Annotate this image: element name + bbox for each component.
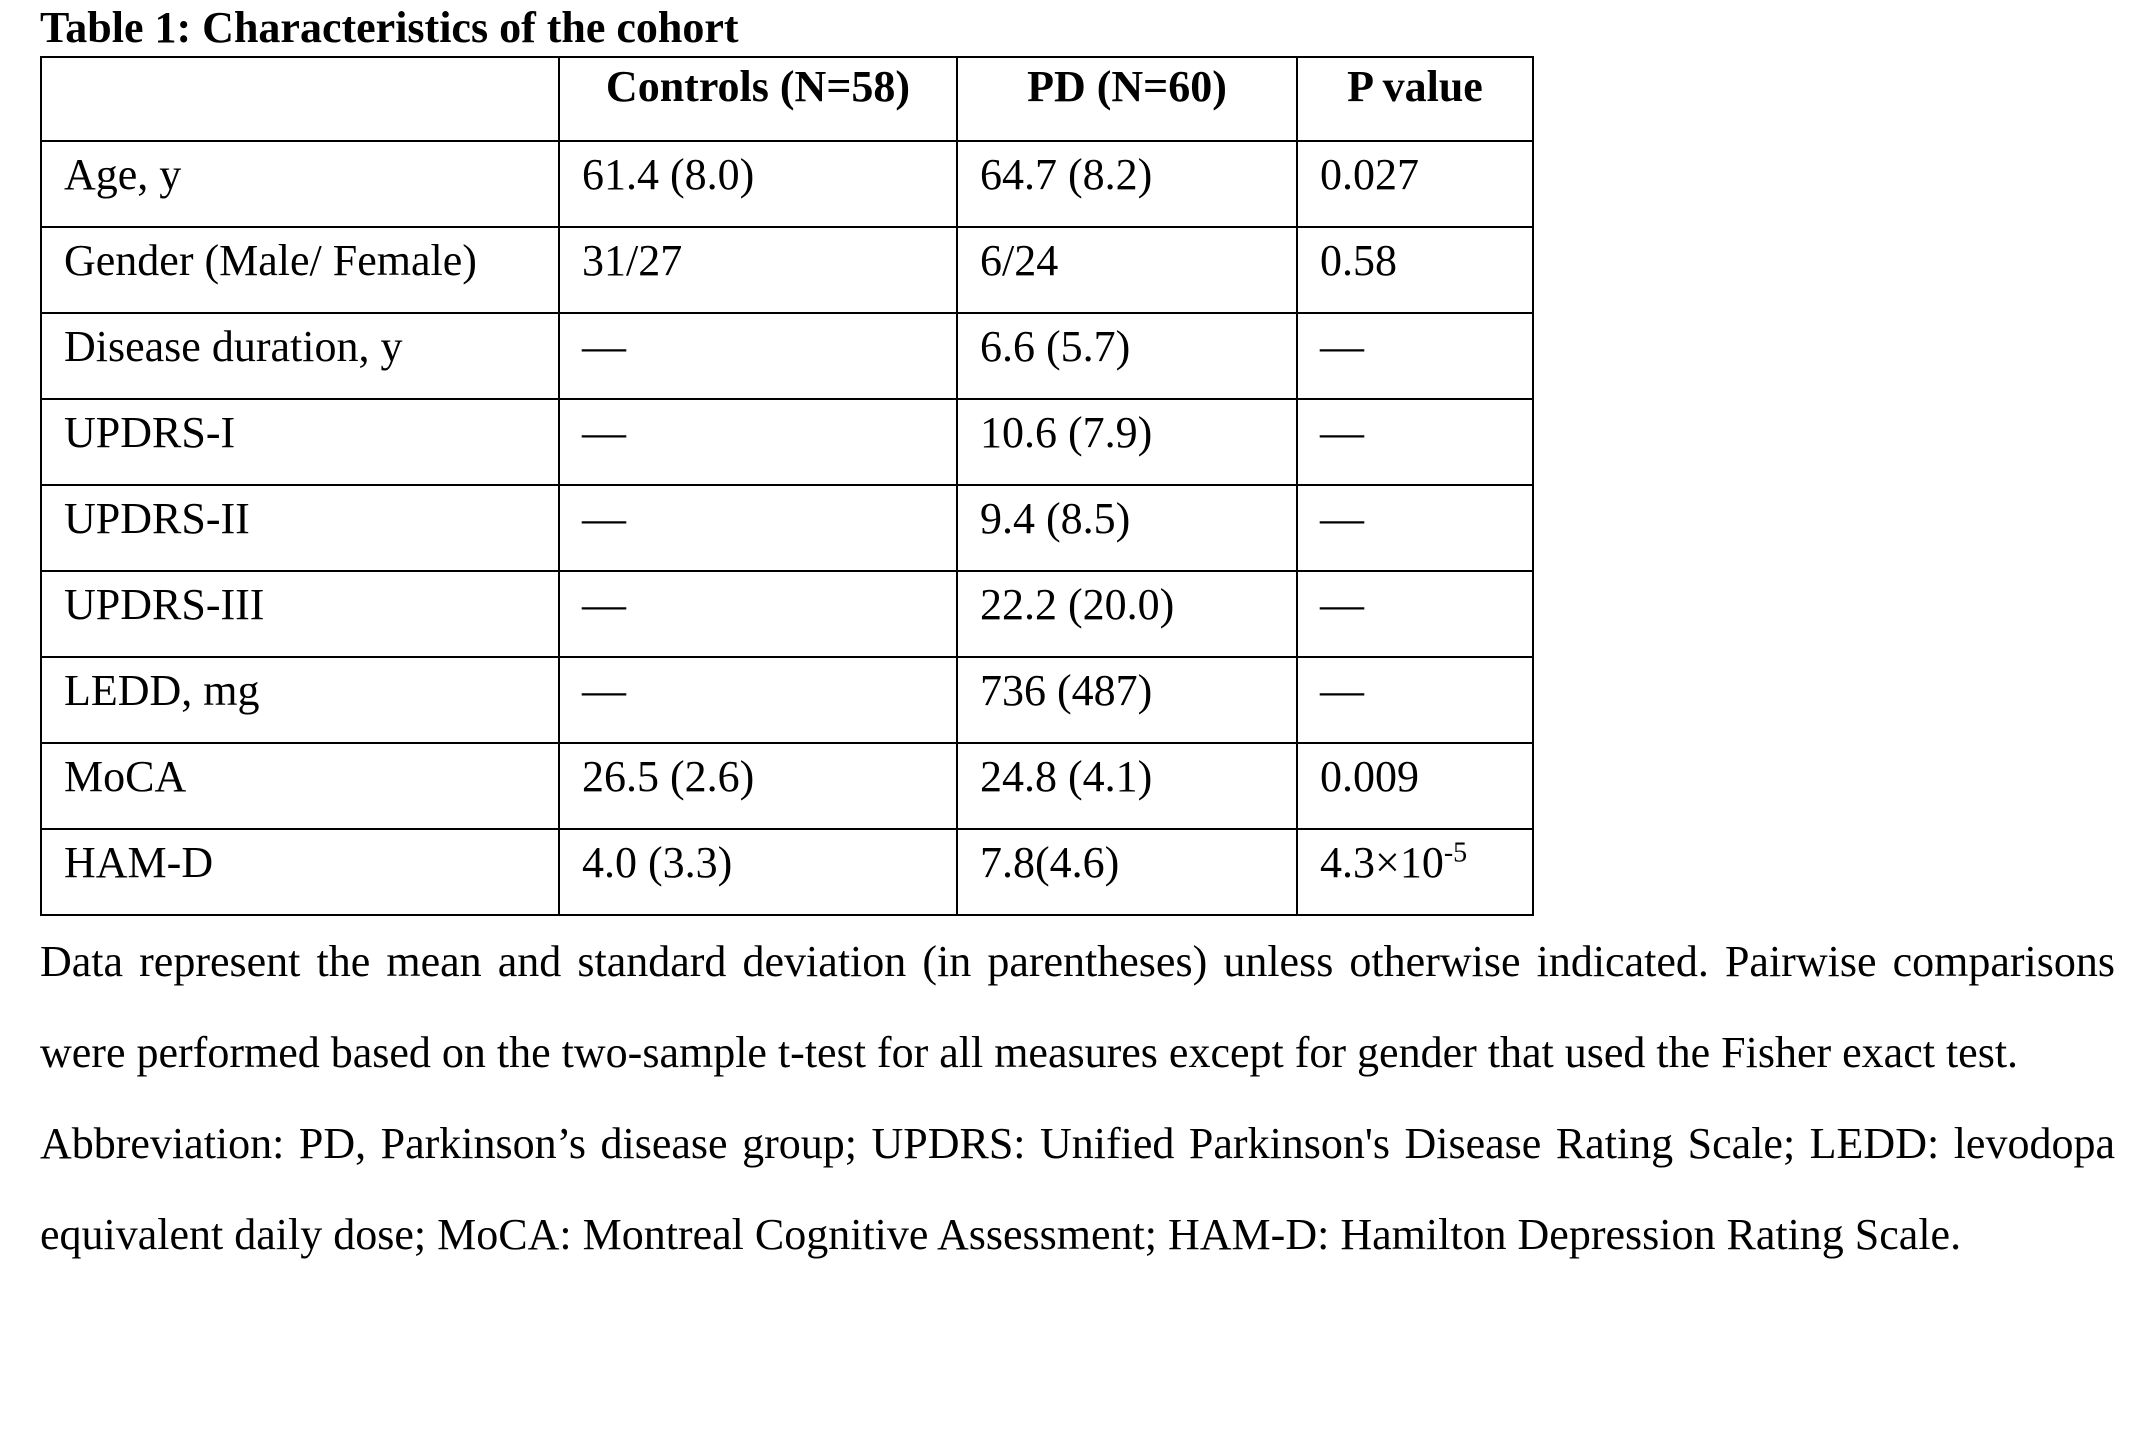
cell-p-value: 0.58 (1297, 227, 1533, 313)
cell-p-value: — (1297, 485, 1533, 571)
cell-controls: — (559, 485, 957, 571)
table-row (41, 743, 1533, 829)
row-label: Gender (Male/ Female) (41, 227, 559, 313)
cell-controls: — (559, 657, 957, 743)
cell-pd: 22.2 (20.0) (957, 571, 1297, 657)
p-value-exponent: -5 (1443, 837, 1468, 869)
header-pd: PD (N=60) (957, 57, 1297, 141)
p-value-base: 4.3×10 (1320, 838, 1444, 887)
table-notes (40, 916, 2115, 1280)
table-row (41, 485, 1533, 571)
header-controls: Controls (N=58) (559, 57, 957, 141)
cell-p-value: — (1297, 657, 1533, 743)
cell-p-value: — (1297, 571, 1533, 657)
cell-p-value (1297, 829, 1533, 915)
header-empty (41, 57, 559, 141)
table-row (41, 141, 1533, 227)
table-title: Table 1: Characteristics of the cohort (40, 3, 739, 52)
row-label: UPDRS-I (41, 399, 559, 485)
table-row (41, 313, 1533, 399)
cell-pd: 6/24 (957, 227, 1297, 313)
notes-paragraph-data: Data represent the mean and standard deviation (in parentheses) unless otherwise indicated. Pairwise comparisons were performed based on the two-sample t-test for all measures except for gender that used the Fisher exact test. (40, 937, 2115, 1077)
cell-p-value: 0.009 (1297, 743, 1533, 829)
row-label: LEDD, mg (41, 657, 559, 743)
cell-pd: 7.8(4.6) (957, 829, 1297, 915)
row-label: UPDRS-II (41, 485, 559, 571)
cell-pd: 736 (487) (957, 657, 1297, 743)
cohort-table (40, 56, 1534, 916)
cell-p-value: — (1297, 399, 1533, 485)
cell-controls: — (559, 399, 957, 485)
cell-p-value: — (1297, 313, 1533, 399)
cell-controls: — (559, 571, 957, 657)
row-label: HAM-D (41, 829, 559, 915)
row-label: MoCA (41, 743, 559, 829)
cell-pd: 6.6 (5.7) (957, 313, 1297, 399)
cell-pd: 10.6 (7.9) (957, 399, 1297, 485)
cell-controls: 4.0 (3.3) (559, 829, 957, 915)
cell-controls: — (559, 313, 957, 399)
document-page (40, 0, 2120, 1280)
row-label: Age, y (41, 141, 559, 227)
cell-pd: 24.8 (4.1) (957, 743, 1297, 829)
cell-pd: 9.4 (8.5) (957, 485, 1297, 571)
table-row (41, 571, 1533, 657)
cell-controls: 26.5 (2.6) (559, 743, 957, 829)
notes-paragraph-abbreviation: Abbreviation: PD, Parkinson’s disease group; UPDRS: Unified Parkinson's Disease Rating Scale; LEDD: levodopa equivalent daily dose; MoCA: Montreal Cognitive Assessment; HAM-D: Hamilton Depression Rating Scale. (40, 1119, 2115, 1259)
cell-controls: 61.4 (8.0) (559, 141, 957, 227)
cell-p-value: 0.027 (1297, 141, 1533, 227)
cell-pd: 64.7 (8.2) (957, 141, 1297, 227)
table-header-row (41, 57, 1533, 141)
table-row (41, 657, 1533, 743)
header-p-value: P value (1297, 57, 1533, 141)
table-row (41, 399, 1533, 485)
table-row (41, 227, 1533, 313)
row-label: UPDRS-III (41, 571, 559, 657)
row-label: Disease duration, y (41, 313, 559, 399)
table-row (41, 829, 1533, 915)
cell-controls: 31/27 (559, 227, 957, 313)
